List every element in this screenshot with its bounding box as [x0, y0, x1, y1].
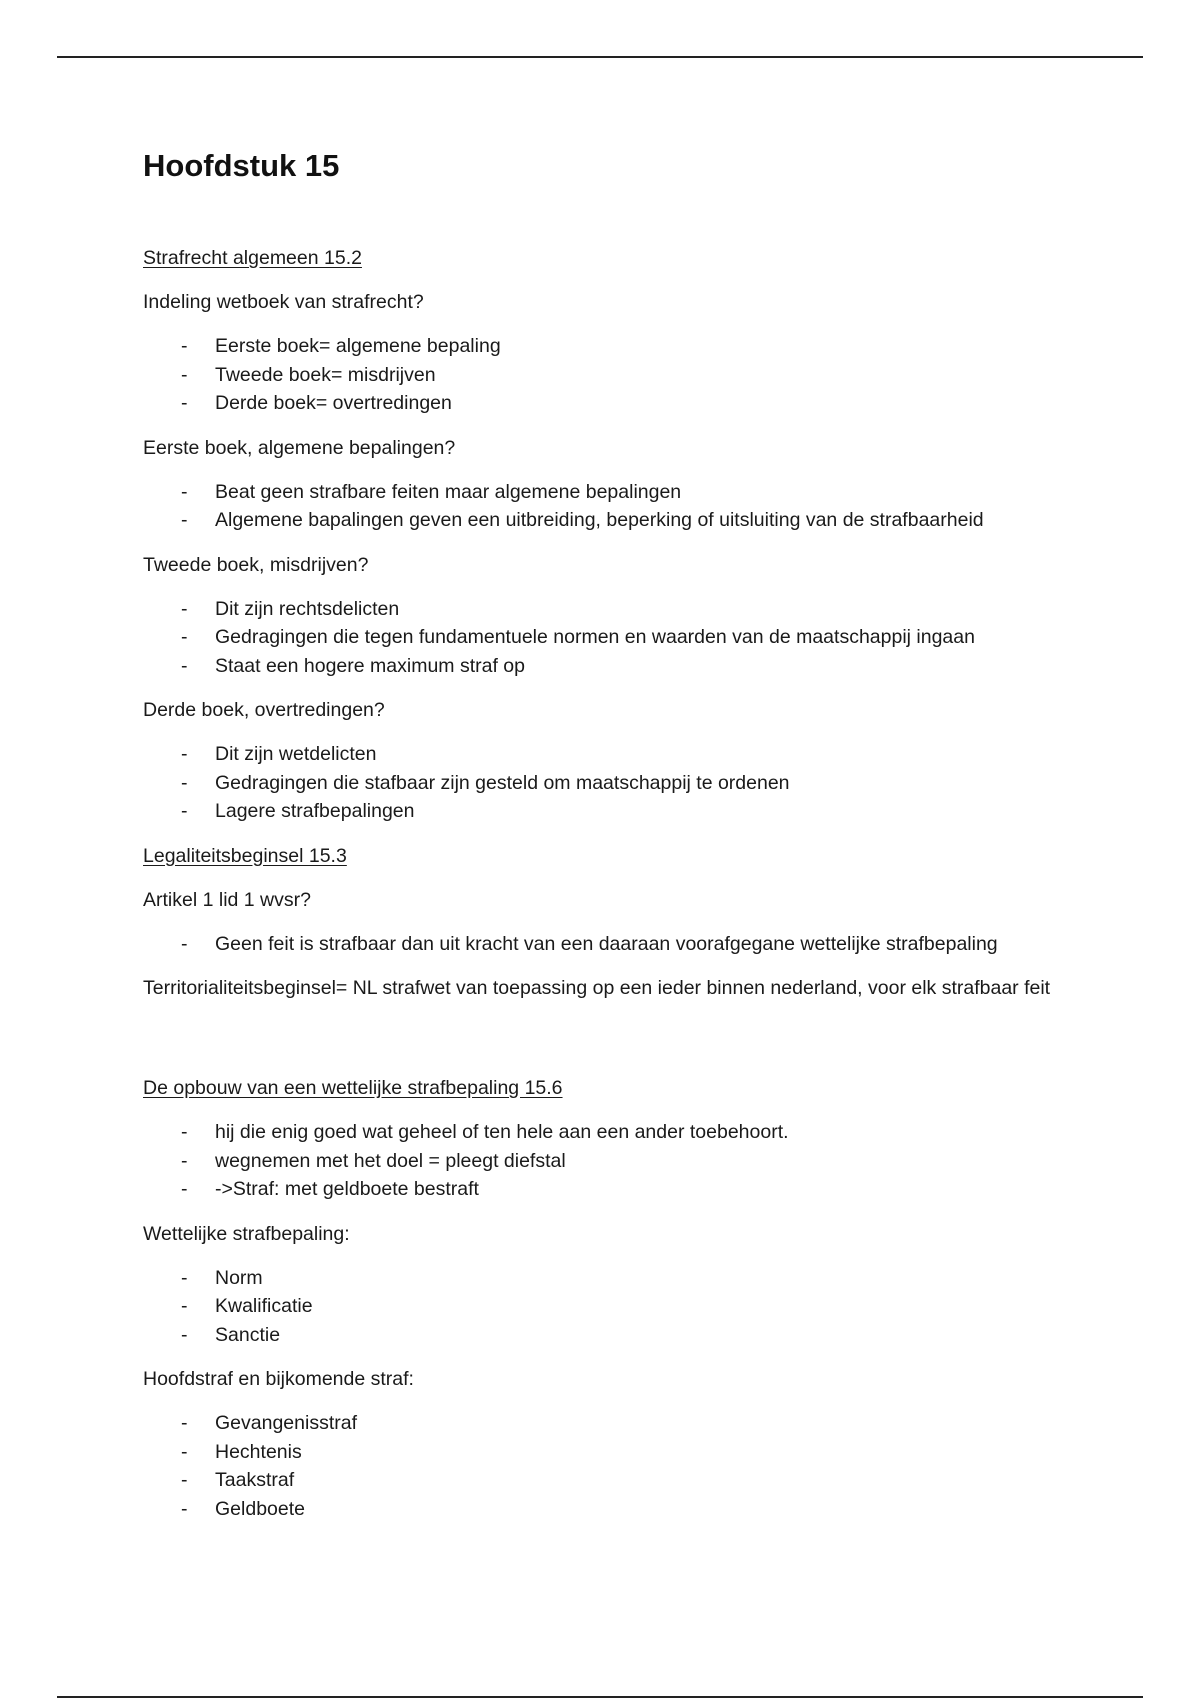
- dash-bullet: -: [181, 1295, 188, 1317]
- dash-bullet: -: [181, 597, 188, 620]
- list-hoofdstraf: [143, 1409, 1063, 1523]
- territorialiteit-paragraph: Territorialiteitsbeginsel= NL strafwet van toepassing op een ieder binnen nederland, voor elk strafbaar feit: [143, 977, 1051, 999]
- page-title: Hoofdstuk 15: [143, 148, 340, 183]
- dash-bullet: -: [181, 1121, 188, 1143]
- list-item: - Dit zijn wetdelicten: [143, 740, 1063, 769]
- list-item: - Staat een hogere maximum straf op: [143, 652, 1063, 681]
- dash-bullet: -: [181, 1178, 188, 1200]
- list-opbouw: [143, 1118, 1063, 1204]
- question-indeling: Indeling wetboek van strafrecht?: [143, 291, 424, 313]
- list-item: - Derde boek= overtredingen: [143, 389, 1063, 418]
- list-item: - Gevangenisstraf: [143, 1409, 1063, 1438]
- section-heading-opbouw: De opbouw van een wettelijke strafbepaling 15.6: [143, 1077, 563, 1099]
- list-item: - Hechtenis: [143, 1438, 1063, 1467]
- list-wettelijke-strafbepaling: [143, 1264, 1063, 1350]
- list-item: - hij die enig goed wat geheel of ten hele aan een ander toebehoort.: [143, 1118, 1063, 1147]
- list-item: - Kwalificatie: [143, 1292, 1063, 1321]
- list-tweede-boek: [143, 595, 1063, 681]
- dash-bullet: -: [181, 771, 188, 794]
- dash-bullet: -: [181, 1497, 188, 1520]
- dash-bullet: -: [181, 743, 188, 765]
- dash-bullet: -: [181, 363, 188, 386]
- list-item: - Eerste boek= algemene bepaling: [143, 332, 1063, 361]
- list-artikel-1: [143, 930, 1063, 959]
- section-heading-strafrecht-algemeen: Strafrecht algemeen 15.2: [143, 247, 362, 269]
- list-item: - Beat geen strafbare feiten maar algemene bepalingen: [143, 478, 1063, 507]
- list-item: - Taakstraf: [143, 1466, 1063, 1495]
- dash-bullet: -: [181, 800, 188, 822]
- dash-bullet: -: [181, 1149, 188, 1172]
- section-heading-legaliteitsbeginsel: Legaliteitsbeginsel 15.3: [143, 844, 347, 867]
- dash-bullet: -: [181, 335, 188, 357]
- spacer: [143, 1018, 1063, 1074]
- dash-bullet: -: [181, 626, 188, 648]
- question-artikel-1: Artikel 1 lid 1 wvsr?: [143, 888, 311, 911]
- document-body: [143, 144, 1063, 1539]
- list-item: - Sanctie: [143, 1321, 1063, 1350]
- list-item: - Geldboete: [143, 1495, 1063, 1524]
- list-item: - Algemene bapalingen geven een uitbreiding, beperking of uitsluiting van de strafbaarheid: [143, 506, 1063, 535]
- question-wettelijke-strafbepaling: Wettelijke strafbepaling:: [143, 1222, 350, 1245]
- list-item: - Gedragingen die stafbaar zijn gesteld om maatschappij te ordenen: [143, 769, 1063, 798]
- list-indeling: [143, 332, 1063, 418]
- dash-bullet: -: [181, 1266, 188, 1289]
- dash-bullet: -: [181, 932, 188, 955]
- top-rule: [57, 56, 1143, 58]
- list-item: - Tweede boek= misdrijven: [143, 361, 1063, 390]
- list-item: - Geen feit is strafbaar dan uit kracht van een daaraan voorafgegane wettelijke strafbepaling: [143, 930, 1063, 959]
- question-hoofdstraf: Hoofdstraf en bijkomende straf:: [143, 1368, 414, 1390]
- list-item: - Lagere strafbepalingen: [143, 797, 1063, 826]
- list-item: - ->Straf: met geldboete bestraft: [143, 1175, 1063, 1204]
- question-eerste-boek: Eerste boek, algemene bepalingen?: [143, 436, 456, 459]
- bottom-rule: [57, 1696, 1143, 1698]
- dash-bullet: -: [181, 392, 188, 414]
- dash-bullet: -: [181, 1323, 188, 1346]
- question-derde-boek: Derde boek, overtredingen?: [143, 699, 385, 721]
- dash-bullet: -: [181, 1469, 188, 1491]
- list-item: - Gedragingen die tegen fundamentuele normen en waarden van de maatschappij ingaan: [143, 623, 1063, 652]
- list-item: - Norm: [143, 1264, 1063, 1293]
- dash-bullet: -: [181, 480, 188, 503]
- question-tweede-boek: Tweede boek, misdrijven?: [143, 553, 369, 576]
- list-item: - Dit zijn rechtsdelicten: [143, 595, 1063, 624]
- list-eerste-boek: [143, 478, 1063, 535]
- dash-bullet: -: [181, 654, 188, 677]
- list-derde-boek: [143, 740, 1063, 826]
- dash-bullet: -: [181, 509, 188, 531]
- dash-bullet: -: [181, 1440, 188, 1463]
- list-item: - wegnemen met het doel = pleegt diefstal: [143, 1147, 1063, 1176]
- dash-bullet: -: [181, 1412, 188, 1434]
